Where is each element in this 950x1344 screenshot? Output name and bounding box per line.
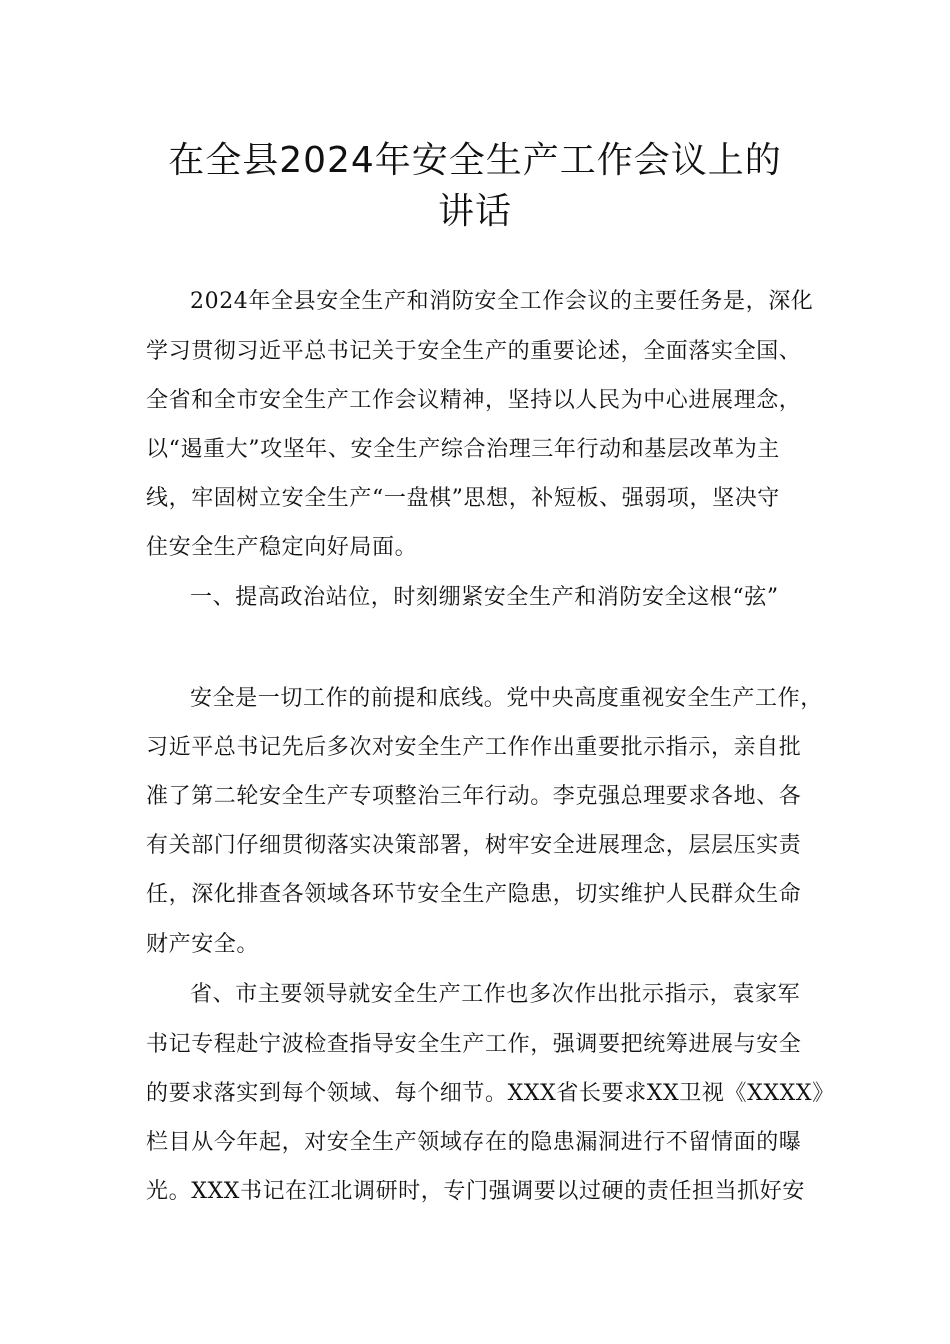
document-title-line-2: 讲话 [437, 191, 512, 232]
document-title-line-1: 在全县2024年安全生产工作会议上的 [168, 140, 782, 181]
paragraph-line: 习近平总书记先后多次对安全生产工作作出重要批示指示，亲自批 [146, 735, 802, 760]
paragraph-line: 准了第二轮安全生产专项整治三年行动。李克强总理要求各地、各 [146, 784, 802, 809]
paragraph-line: 有关部门仔细贯彻落实决策部署，树牢安全进展理念，层层压实责 [146, 833, 802, 858]
paragraph-line: 书记专程赴宁波检查指导安全生产工作，强调要把统筹进展与安全 [146, 1032, 802, 1057]
paragraph-line: 的要求落实到每个领域、每个细节。XXX省长要求XX卫视《XXXX》 [146, 1081, 835, 1106]
paragraph-line: 以“遏重大”攻坚年、安全生产综合治理三年行动和基层改革为主 [146, 437, 780, 462]
paragraph-line: 财产安全。 [146, 932, 260, 957]
paragraph-line: 任，深化排查各领域各环节安全生产隐患，切实维护人民群众生命 [146, 882, 802, 907]
paragraph-line: 2024年全县安全生产和消防安全工作会议的主要任务是，深化 [190, 289, 814, 314]
paragraph-line: 线，牢固树立安全生产“一盘棋”思想，补短板、强弱项，坚决守 [146, 486, 780, 511]
paragraph-line: 省、市主要领导就安全生产工作也多次作出批示指示，袁家军 [190, 982, 801, 1007]
paragraph-line: 光。XXX书记在江北调研时，专门强调要以过硬的责任担当抓好安 [146, 1179, 805, 1204]
paragraph-line: 安全是一切工作的前提和底线。党中央高度重视安全生产工作， [190, 686, 823, 711]
paragraph-line: 学习贯彻习近平总书记关于安全生产的重要论述，全面落实全国、 [146, 339, 802, 364]
paragraph-line: 全省和全市安全生产工作会议精神，坚持以人民为中心进展理念， [146, 388, 802, 413]
paragraph-line: 住安全生产稳定向好局面。 [146, 535, 418, 560]
section-heading: 一、提高政治站位，时刻绷紧安全生产和消防安全这根“弦” [190, 585, 779, 610]
paragraph-line: 栏目从今年起，对安全生产领域存在的隐患漏洞进行不留情面的曝 [146, 1130, 802, 1155]
